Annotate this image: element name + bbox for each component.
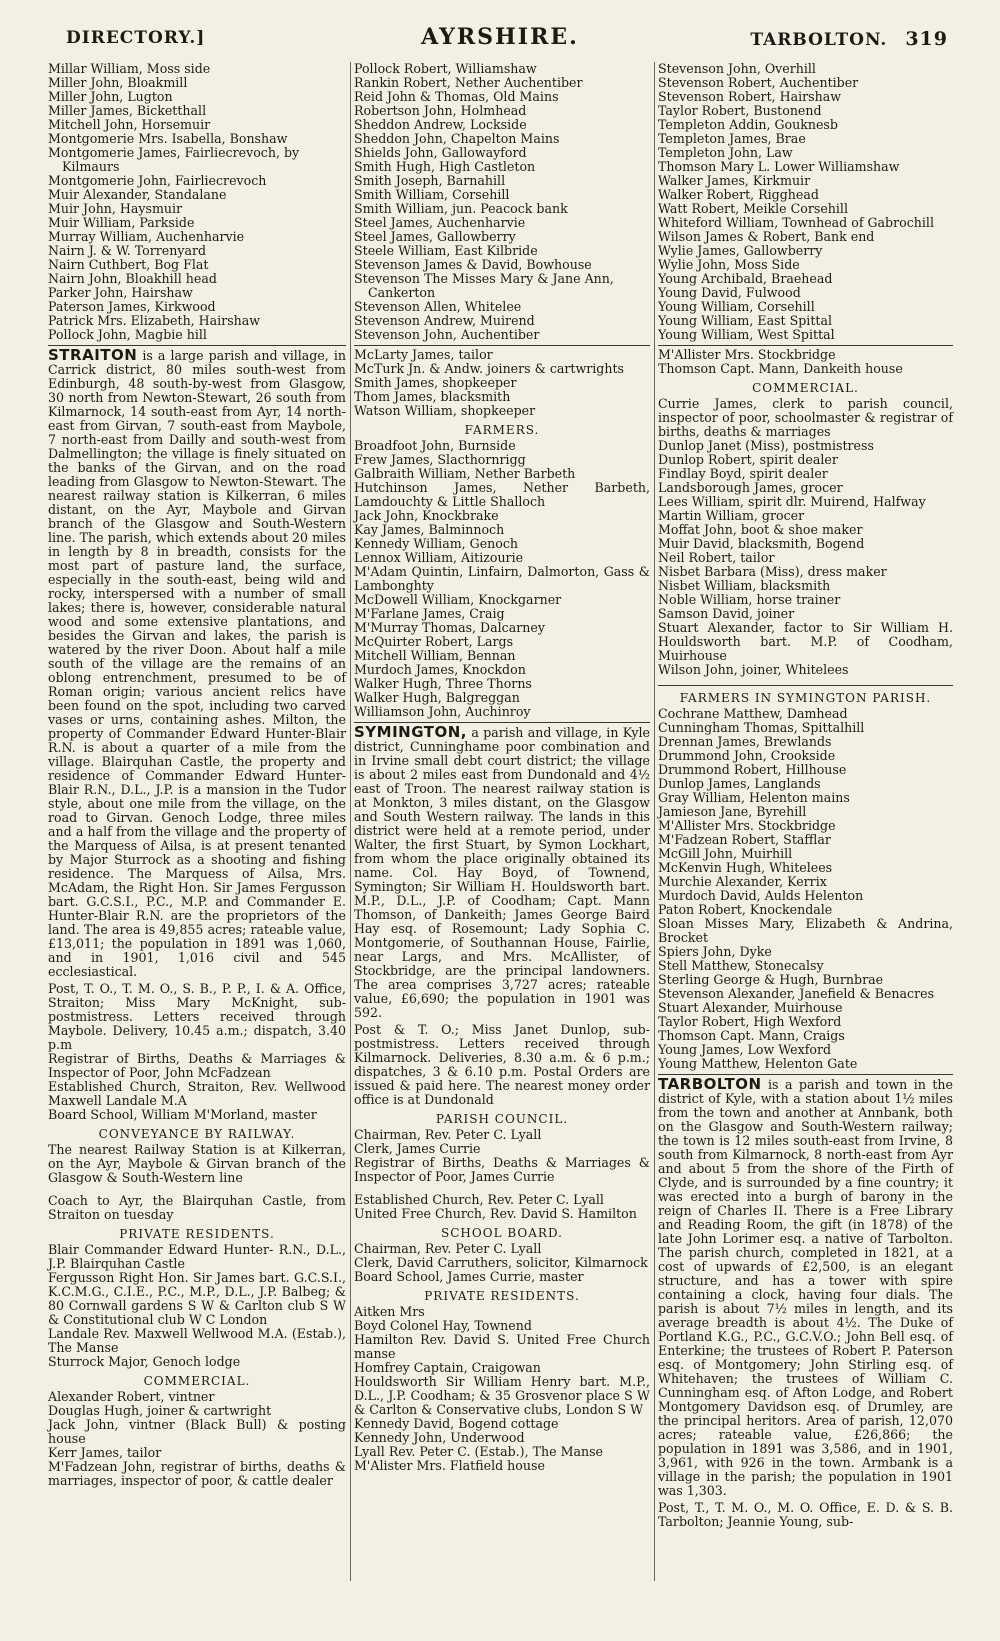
- list-item: Board School, James Currie, master: [354, 1269, 584, 1284]
- list-item: Stevenson Robert, Hairshaw: [658, 90, 842, 104]
- list-item: M'Alister Mrs. Flatfield house: [354, 1458, 545, 1473]
- list-item: Templeton Addin, Gouknesb: [658, 118, 838, 132]
- place-name: SYMINGTON,: [354, 723, 468, 741]
- list-item: Stevenson Allen, Whitelee: [354, 300, 522, 314]
- list-item: Murchie Alexander, Kerrix: [658, 874, 827, 889]
- place-heading: TARBOLTON.: [750, 30, 888, 50]
- list-item: Montgomerie James, Fairliecrevoch, by: [48, 146, 300, 160]
- list-item: Shields John, Gallowayford: [354, 146, 527, 160]
- list-item: McDowell William, Knockgarner: [354, 592, 562, 607]
- list-item: Murdoch James, Knockdon: [354, 662, 526, 677]
- directory-list: [658, 62, 953, 342]
- list-item: Smith William, jun. Peacock bank: [354, 202, 568, 216]
- list-item: Findlay Boyd, spirit dealer: [658, 466, 828, 481]
- post-office-info: Post, T., T. M. O., M. O. Office, E. D. & S. B. Tarbolton; Jeannie Young, sub-: [658, 1500, 953, 1529]
- column-rule: [350, 62, 351, 1581]
- county-title: AYRSHIRE.: [421, 24, 579, 50]
- running-head-right: [750, 28, 948, 50]
- list-item: Houldsworth Sir William Henry bart. M.P., D.L., J.P. Coodham; & 35 Grosvenor place S W & Carlton & Conservative clubs, London S W: [354, 1374, 650, 1417]
- description-text: is a parish and town in the district of Kyle, with a station about 1½ miles from the town and another at Annbank, both on the Glasgow and South-Western railway; the town is 12 miles south-east from Irvine, 8 south from Kilmarnock, 8 north-east from Ayr and about 5 from the shore of the Firth of Clyde, and is surrounded by a fine country; it was erected into a burgh of barony in the reign of Charles II. There is a Free Library and Reading Room, the gift (in 1878) of the late John Lorimer esq. a native of Tarbolton. The parish church, completed in 1821, at a cost of upwards of £2,500, is an elegant structure, and has a tower with spire containing a clock, having four dials. The parish is about 7½ miles in length, and its average breadth is about 4½. The Duke of Portland K.G., P.C., G.C.V.O.; John Bell esq. of Enterkine; the trustees of Robert P. Paterson esq. of Montgomery; John Stirling esq. of Whitehaven; the trustees of William C. Cunningham esq. of Afton Lodge, and Robert Montgomery Davidson esq. of Drumley, are the principal heritors. Area of parish, 12,070 acres; rateable value, £26,866; the population in 1891 was 3,586, and in 1901, 3,961, with 926 in the town. Armbank is a village in the parish; the population in 1901 was 1,303.: [658, 1077, 953, 1498]
- post-office-info: Post & T. O.; Miss Janet Dunlop, sub-postmistress. Letters received through Kilmarnock. Deliveries, 8.30 a.m. & 6 p.m.; dispatches, 3 & 6.10 p.m. Postal Orders are issued & paid here. The nearest money order office is at Dundonald: [354, 1022, 650, 1107]
- list-item: Chairman, Rev. Peter C. Lyall: [354, 1127, 542, 1142]
- list-item: Stevenson The Misses Mary & Jane Ann,: [354, 272, 614, 286]
- list-item: United Free Church, Rev. David S. Hamilton: [354, 1206, 637, 1221]
- list-item: Nisbet Barbara (Miss), dress maker: [658, 564, 887, 579]
- list-item: Stell Matthew, Stonecalsy: [658, 958, 824, 973]
- officials-list: [48, 1052, 346, 1122]
- list-item: McQuirter Robert, Largs: [354, 634, 514, 649]
- list-item: Mitchell John, Horsemuir: [48, 118, 211, 132]
- list-item: Lyall Rev. Peter C. (Estab.), The Manse: [354, 1444, 603, 1459]
- list-item: Jack John, vintner (Black Bull) & posting house: [48, 1417, 346, 1446]
- list-item: Drummond John, Crookside: [658, 748, 836, 763]
- list-item: Douglas Hugh, joiner & cartwright: [48, 1403, 272, 1418]
- description-text: is a large parish and village, in Carrick district, 80 miles south-west from Edinburgh, 48 south-by-west from Glasgow, 30 north from Newton-Stewart, 26 south from Kilmarnock, 14 south-east from Ayr, 14 north-east from Girvan, 7 south-east from Maybole, 7 north-east from Dailly and south-west from Dalmellington; the village is finely situated on the banks of the Girvan, and on the road leading from Glasgow to Newton-Stewart. The nearest railway station is Kilkerran, 6 miles distant, on the Ayr, Maybole and Girvan branch of the Glasgow and South-Western line. The parish, which extends about 20 miles in length by 8 in breadth, consists for the most part of pasture land, the surface, especially in the south-east, being wild and rocky, interspersed with a number of small lakes; there is, however, considerable natural wood and some extensive plantations, and besides the Girvan and lakes, the parish is watered by the river Doon. About half a mile south of the village are the remains of an oblong entrenchment, presumed to be of Roman origin; various ancient relics have been found on the spot, including two carved vases or urns, containing ashes. Milton, the property of Commander Edward Hunter-Blair R.N. is about a quarter of a mile from the village. Blairquhan Castle, the property and residence of Commander Edward Hunter-Blair R.N., D.L., J.P. is a mansion in the Tudor style, about one mile from the village, on the road to Girvan. Genoch Lodge, three miles and a half from the village and the property of the Marquess of Ailsa, is at present tenanted by Major Sturrock as a shooting and fishing residence. The Marquess of Ailsa, Mrs. McAdam, the Right Hon. Sir James Fergusson bart. G.C.S.I., P.C., M.P. and Commander E. Hunter-Blair R.N. are the proprietors of the land. The area is 49,855 acres; rateable value, £13,011; the population in 1891 was 1,060, and in 1901, 1,016 civil and 545 ecclesiastical.: [48, 348, 346, 979]
- list-item: Smith Hugh, High Castleton: [354, 160, 536, 174]
- list-item: Nairn John, Bloakhill head: [48, 272, 217, 286]
- column-rule: [654, 62, 655, 1581]
- list-item: Wilson John, joiner, Whitelees: [658, 662, 849, 677]
- list-item: Sloan Misses Mary, Elizabeth & Andrina, Brocket: [658, 916, 953, 945]
- list-item: Dunlop Janet (Miss), postmistress: [658, 438, 874, 453]
- list-item: M'Fadzean Robert, Stafflar: [658, 832, 831, 847]
- farmers-list: [354, 439, 650, 719]
- list-item: Alexander Robert, vintner: [48, 1389, 215, 1404]
- list-item: Wilson James & Robert, Bank end: [658, 230, 875, 244]
- list-item: Thomson Mary L. Lower Williamshaw: [658, 160, 900, 174]
- list-item: Smith Joseph, Barnahill: [354, 174, 506, 188]
- list-item: Sturrock Major, Genoch lodge: [48, 1354, 241, 1369]
- list-item: Hamilton Rev. David S. United Free Church manse: [354, 1332, 650, 1361]
- directory-list: [354, 62, 650, 342]
- list-item: Nairn J. & W. Torrenyard: [48, 244, 207, 258]
- list-item: Board School, William M'Morland, master: [48, 1107, 317, 1122]
- list-item: Frew James, Slacthornrigg: [354, 452, 526, 467]
- list-item: Muir Alexander, Standalane: [48, 188, 227, 202]
- section-heading: CONVEYANCE BY RAILWAY.: [98, 1127, 296, 1141]
- list-item: Registrar of Births, Deaths & Marriages & Inspector of Poor, James Currie: [354, 1155, 650, 1184]
- list-item: Spiers John, Dyke: [658, 944, 772, 959]
- list-item: Young William, West Spittal: [658, 328, 835, 342]
- list-item: Watson William, shopkeeper: [354, 404, 536, 418]
- section-heading: FARMERS IN SYMINGTON PARISH.: [679, 691, 932, 705]
- list-item: Muir William, Parkside: [48, 216, 195, 230]
- list-item: Noble William, horse trainer: [658, 592, 841, 607]
- list-item: Aitken Mrs: [354, 1304, 425, 1319]
- list-item: Stevenson John, Auchentiber: [354, 328, 540, 342]
- list-item: Murdoch David, Aulds Helenton: [658, 888, 864, 903]
- list-item: Dunlop Robert, spirit dealer: [658, 452, 838, 467]
- page-number: 319: [905, 28, 948, 50]
- list-item: Young David, Fulwood: [658, 286, 801, 300]
- list-item: Miller John, Lugton: [48, 90, 173, 104]
- list-item: Rankin Robert, Nether Auchentiber: [354, 76, 583, 90]
- post-office-info: Post, T. O., T. M. O., S. B., P. P., I. & A. Office, Straiton; Miss Mary McKnight, sub-postmistress. Letters received through Maybole. Delivery, 10.45 a.m.; dispatch, 3.40 p.m: [48, 981, 346, 1052]
- list-item: Stevenson John, Overhill: [658, 62, 816, 76]
- list-item: Muir John, Haysmuir: [48, 202, 183, 216]
- private-residents-list: [48, 1243, 346, 1369]
- list-item: McKenvin Hugh, Whitelees: [658, 860, 833, 875]
- list-item: Mitchell William, Bennan: [354, 648, 516, 663]
- list-item: Sterling George & Hugh, Burnbrae: [658, 972, 884, 987]
- list-item: Miller James, Bicketthall: [48, 104, 207, 118]
- private-residents-list: [354, 1305, 650, 1473]
- list-item: Kennedy John, Underwood: [354, 1430, 525, 1445]
- section-heading: FARMERS.: [464, 423, 540, 437]
- school-board-list: [354, 1242, 650, 1284]
- list-item: Thomson Capt. Mann, Craigs: [658, 1028, 845, 1043]
- list-item: M'Allister Mrs. Stockbridge: [658, 818, 836, 833]
- list-item: Pollock Robert, Williamshaw: [354, 62, 537, 76]
- section-heading: PRIVATE RESIDENTS.: [119, 1227, 275, 1241]
- list-item: Watt Robert, Meikle Corsehill: [658, 202, 848, 216]
- list-item: Smith William, Corsehill: [354, 188, 510, 202]
- symington-description: [354, 725, 650, 1020]
- list-item: McLarty James, tailor: [354, 348, 493, 362]
- list-item: Thomson Capt. Mann, Dankeith house: [658, 362, 903, 376]
- commercial-list: [48, 1390, 346, 1488]
- list-item: Steel James, Auchenharvie: [354, 216, 526, 230]
- list-item: Kerr James, tailor: [48, 1445, 162, 1460]
- list-item: Young William, East Spittal: [658, 314, 832, 328]
- list-item: Gray William, Helenton mains: [658, 790, 850, 805]
- list-item: Jamieson Jane, Byrehill: [658, 804, 807, 819]
- list-item: Dunlop James, Langlands: [658, 776, 821, 791]
- list-item: Young Matthew, Helenton Gate: [658, 1056, 858, 1071]
- section-divider: [354, 345, 650, 346]
- page-header: [0, 0, 1000, 56]
- list-item: Hutchinson James, Nether Barbeth, Lamdouchty & Little Shalloch: [354, 480, 650, 509]
- list-item: McGill John, Muirhill: [658, 846, 793, 861]
- list-item: Walker James, Kirkmuir: [658, 174, 811, 188]
- list-item: M'Murray Thomas, Dalcarney: [354, 620, 545, 635]
- list-item: Patrick Mrs. Elizabeth, Hairshaw: [48, 314, 261, 328]
- section-heading: COMMERCIAL.: [143, 1374, 251, 1388]
- list-item: Stevenson Alexander, Janefield & Benacres: [658, 986, 935, 1001]
- list-item: Steel James, Gallowberry: [354, 230, 516, 244]
- list-item: Williamson John, Auchinroy: [354, 704, 531, 719]
- section-heading: PARISH COUNCIL.: [435, 1112, 569, 1126]
- conveyance-text: The nearest Railway Station is at Kilkerran, on the Ayr, Maybole & Girvan branch of the Glasgow & South-Western line: [48, 1142, 346, 1185]
- list-item: Muir David, blacksmith, Bogend: [658, 536, 865, 551]
- list-item: Cochrane Matthew, Damhead: [658, 706, 848, 721]
- list-item: Landsborough James, grocer: [658, 480, 843, 495]
- list-item: Established Church, Rev. Peter C. Lyall: [354, 1192, 604, 1207]
- section-heading: COMMERCIAL.: [752, 381, 859, 395]
- list-item: Jack John, Knockbrake: [354, 508, 499, 523]
- list-item: Parker John, Hairshaw: [48, 286, 193, 300]
- list-item: Taylor Robert, High Wexford: [658, 1014, 842, 1029]
- list-item: Reid John & Thomas, Old Mains: [354, 90, 559, 104]
- list-item: Lennox William, Aitizourie: [354, 550, 524, 565]
- description-text: a parish and village, in Kyle district, Cunninghame poor combination and in Irvine small debt court district; the village is about 2 miles east from Dundonald and 4½ east of Troon. The nearest railway station is at Monkton, 3 miles distant, on the Glasgow and South Western railway. The lands in this district were held at a remote period, under Walter, the first Stuart, by Symon Lockhart, from whom the place originally obtained its name. Col. Hay Boyd, of Townend, Symington; Sir William H. Houldsworth bart. M.P., D.L., J.P. of Coodham; Capt. Mann Thomson, of Dankeith; James George Baird Hay esq. of Rosemount; Lady Sophia C. Montgomerie, of Southannan House, Fairlie, near Largs, and Mrs. McAllister, of Stockbridge, are the principal landowners. The area comprises 3,727 acres; rateable value, £6,690; the population in 1901 was 592.: [354, 725, 650, 1020]
- section-heading: SCHOOL BOARD.: [441, 1226, 563, 1240]
- list-item: Young William, Corsehill: [658, 300, 815, 314]
- column-1: [48, 62, 346, 1488]
- list-item: Stevenson Andrew, Muirend: [354, 314, 535, 328]
- list-item: Young James, Low Wexford: [658, 1042, 832, 1057]
- tarbolton-description: [658, 1077, 953, 1498]
- list-item: M'Allister Mrs. Stockbridge: [658, 348, 836, 362]
- straiton-description: [48, 348, 346, 979]
- list-item: Stevenson Robert, Auchentiber: [658, 76, 859, 90]
- list-item: Steele William, East Kilbride: [354, 244, 538, 258]
- list-item: Templeton John, Law: [658, 146, 793, 160]
- parish-council-list: [354, 1128, 650, 1184]
- list-item: Nairn Cuthbert, Bog Flat: [48, 258, 209, 272]
- list-item: Stuart Alexander, factor to Sir William H. Houldsworth bart. M.P. of Coodham, Muirhouse: [658, 620, 953, 663]
- list-item: Kennedy David, Bogend cottage: [354, 1416, 559, 1431]
- list-item: McTurk Jn. & Andw. joiners & cartwrights: [354, 362, 624, 376]
- list-item: Wylie James, Gallowberry: [658, 244, 823, 258]
- list-item: Montgomerie Mrs. Isabella, Bonshaw: [48, 132, 288, 146]
- list-item: Walker Hugh, Balgreggan: [354, 690, 520, 705]
- list-item: Clerk, James Currie: [354, 1141, 481, 1156]
- list-item: Fergusson Right Hon. Sir James bart. G.C.S.I., K.C.M.G., C.I.E., P.C., M.P., D.L., J.P. Balbeg; & 80 Cornwall gardens S W & Carlton club S W & Constitutional club W C London: [48, 1270, 346, 1327]
- list-item: Martin William, grocer: [658, 508, 805, 523]
- symington-continued-list: [658, 348, 953, 376]
- list-item: Walker Robert, Rigghead: [658, 188, 819, 202]
- list-item: Walker Hugh, Three Thorns: [354, 676, 532, 691]
- list-item: Neil Robert, tailor: [658, 550, 775, 565]
- list-item: Robertson John, Holmhead: [354, 104, 527, 118]
- list-item: Nisbet William, blacksmith: [658, 578, 831, 593]
- coach-text: Coach to Ayr, the Blairquhan Castle, from Straiton on tuesday: [48, 1193, 346, 1222]
- list-item: Thom James, blacksmith: [354, 390, 511, 404]
- straiton-continued-list: [354, 348, 650, 418]
- list-item: Millar William, Moss side: [48, 62, 211, 76]
- list-item: Smith James, shopkeeper: [354, 376, 517, 390]
- list-item: Paterson James, Kirkwood: [48, 300, 216, 314]
- list-item: Templeton James, Brae: [658, 132, 806, 146]
- section-heading: PRIVATE RESIDENTS.: [424, 1289, 580, 1303]
- list-item: Registrar of Births, Deaths & Marriages & Inspector of Poor, John McFadzean: [48, 1051, 346, 1080]
- column-2: [354, 62, 650, 1473]
- list-item: Samson David, joiner: [658, 606, 795, 621]
- list-item: Chairman, Rev. Peter C. Lyall: [354, 1241, 542, 1256]
- list-item: Lees William, spirit dlr. Muirend, Halfway: [658, 494, 926, 509]
- list-item: Taylor Robert, Bustonend: [658, 104, 822, 118]
- list-item: Boyd Colonel Hay, Townend: [354, 1318, 532, 1333]
- list-item: Landale Rev. Maxwell Wellwood M.A. (Estab.), The Manse: [48, 1326, 346, 1355]
- list-item: Homfrey Captain, Craigowan: [354, 1360, 541, 1375]
- list-item: Currie James, clerk to parish council, inspector of poor, schoolmaster & registrar of births, deaths & marriages: [658, 396, 953, 439]
- list-item: Stevenson James & David, Bowhouse: [354, 258, 592, 272]
- list-item: Paton Robert, Knockendale: [658, 902, 833, 917]
- list-item: Pollock John, Magbie hill: [48, 328, 207, 342]
- commercial-list: [658, 397, 953, 677]
- list-item: M'Farlane James, Craig: [354, 606, 505, 621]
- list-item: Miller John, Bloakmill: [48, 76, 188, 90]
- list-item: Blair Commander Edward Hunter- R.N., D.L., J.P. Blairquhan Castle: [48, 1242, 346, 1271]
- section-divider: [658, 685, 953, 686]
- churches-list: [354, 1193, 650, 1221]
- list-item: Murray William, Auchenharvie: [48, 230, 245, 244]
- farmers-list: [658, 707, 953, 1071]
- list-item: Wylie John, Moss Side: [658, 258, 800, 272]
- list-item: Kennedy William, Genoch: [354, 536, 519, 551]
- list-item: M'Fadzean John, registrar of births, deaths & marriages, inspector of poor, & cattle dealer: [48, 1459, 346, 1488]
- list-item: Whiteford William, Townhead of Gabrochill: [658, 216, 934, 230]
- list-item: Montgomerie John, Fairliecrevoch: [48, 174, 267, 188]
- list-item: Drummond Robert, Hillhouse: [658, 762, 847, 777]
- list-item: Clerk, David Carruthers, solicitor, Kilmarnock: [354, 1255, 648, 1270]
- list-item: Young Archibald, Braehead: [658, 272, 833, 286]
- list-item: Cankerton: [368, 286, 436, 300]
- directory-list: [48, 62, 346, 342]
- place-name: STRAITON: [48, 346, 138, 364]
- column-3: [658, 62, 953, 1529]
- list-item: Kilmaurs: [62, 160, 120, 174]
- list-item: Galbraith William, Nether Barbeth: [354, 466, 576, 481]
- list-item: M'Adam Quintin, Linfairn, Dalmorton, Gass & Lambonghty: [354, 564, 650, 593]
- list-item: Stuart Alexander, Muirhouse: [658, 1000, 843, 1015]
- list-item: Sheddon Andrew, Lockside: [354, 118, 527, 132]
- list-item: Cunningham Thomas, Spittalhill: [658, 720, 865, 735]
- running-head-left: DIRECTORY.]: [66, 28, 206, 48]
- list-item: Moffat John, boot & shoe maker: [658, 522, 863, 537]
- list-item: Broadfoot John, Burnside: [354, 438, 516, 453]
- list-item: Drennan James, Brewlands: [658, 734, 832, 749]
- list-item: Established Church, Straiton, Rev. Wellwood Maxwell Landale M.A: [48, 1079, 346, 1108]
- list-item: Kay James, Balminnoch: [354, 522, 505, 537]
- list-item: Sheddon John, Chapelton Mains: [354, 132, 560, 146]
- section-divider: [658, 345, 953, 346]
- place-name: TARBOLTON: [658, 1075, 762, 1093]
